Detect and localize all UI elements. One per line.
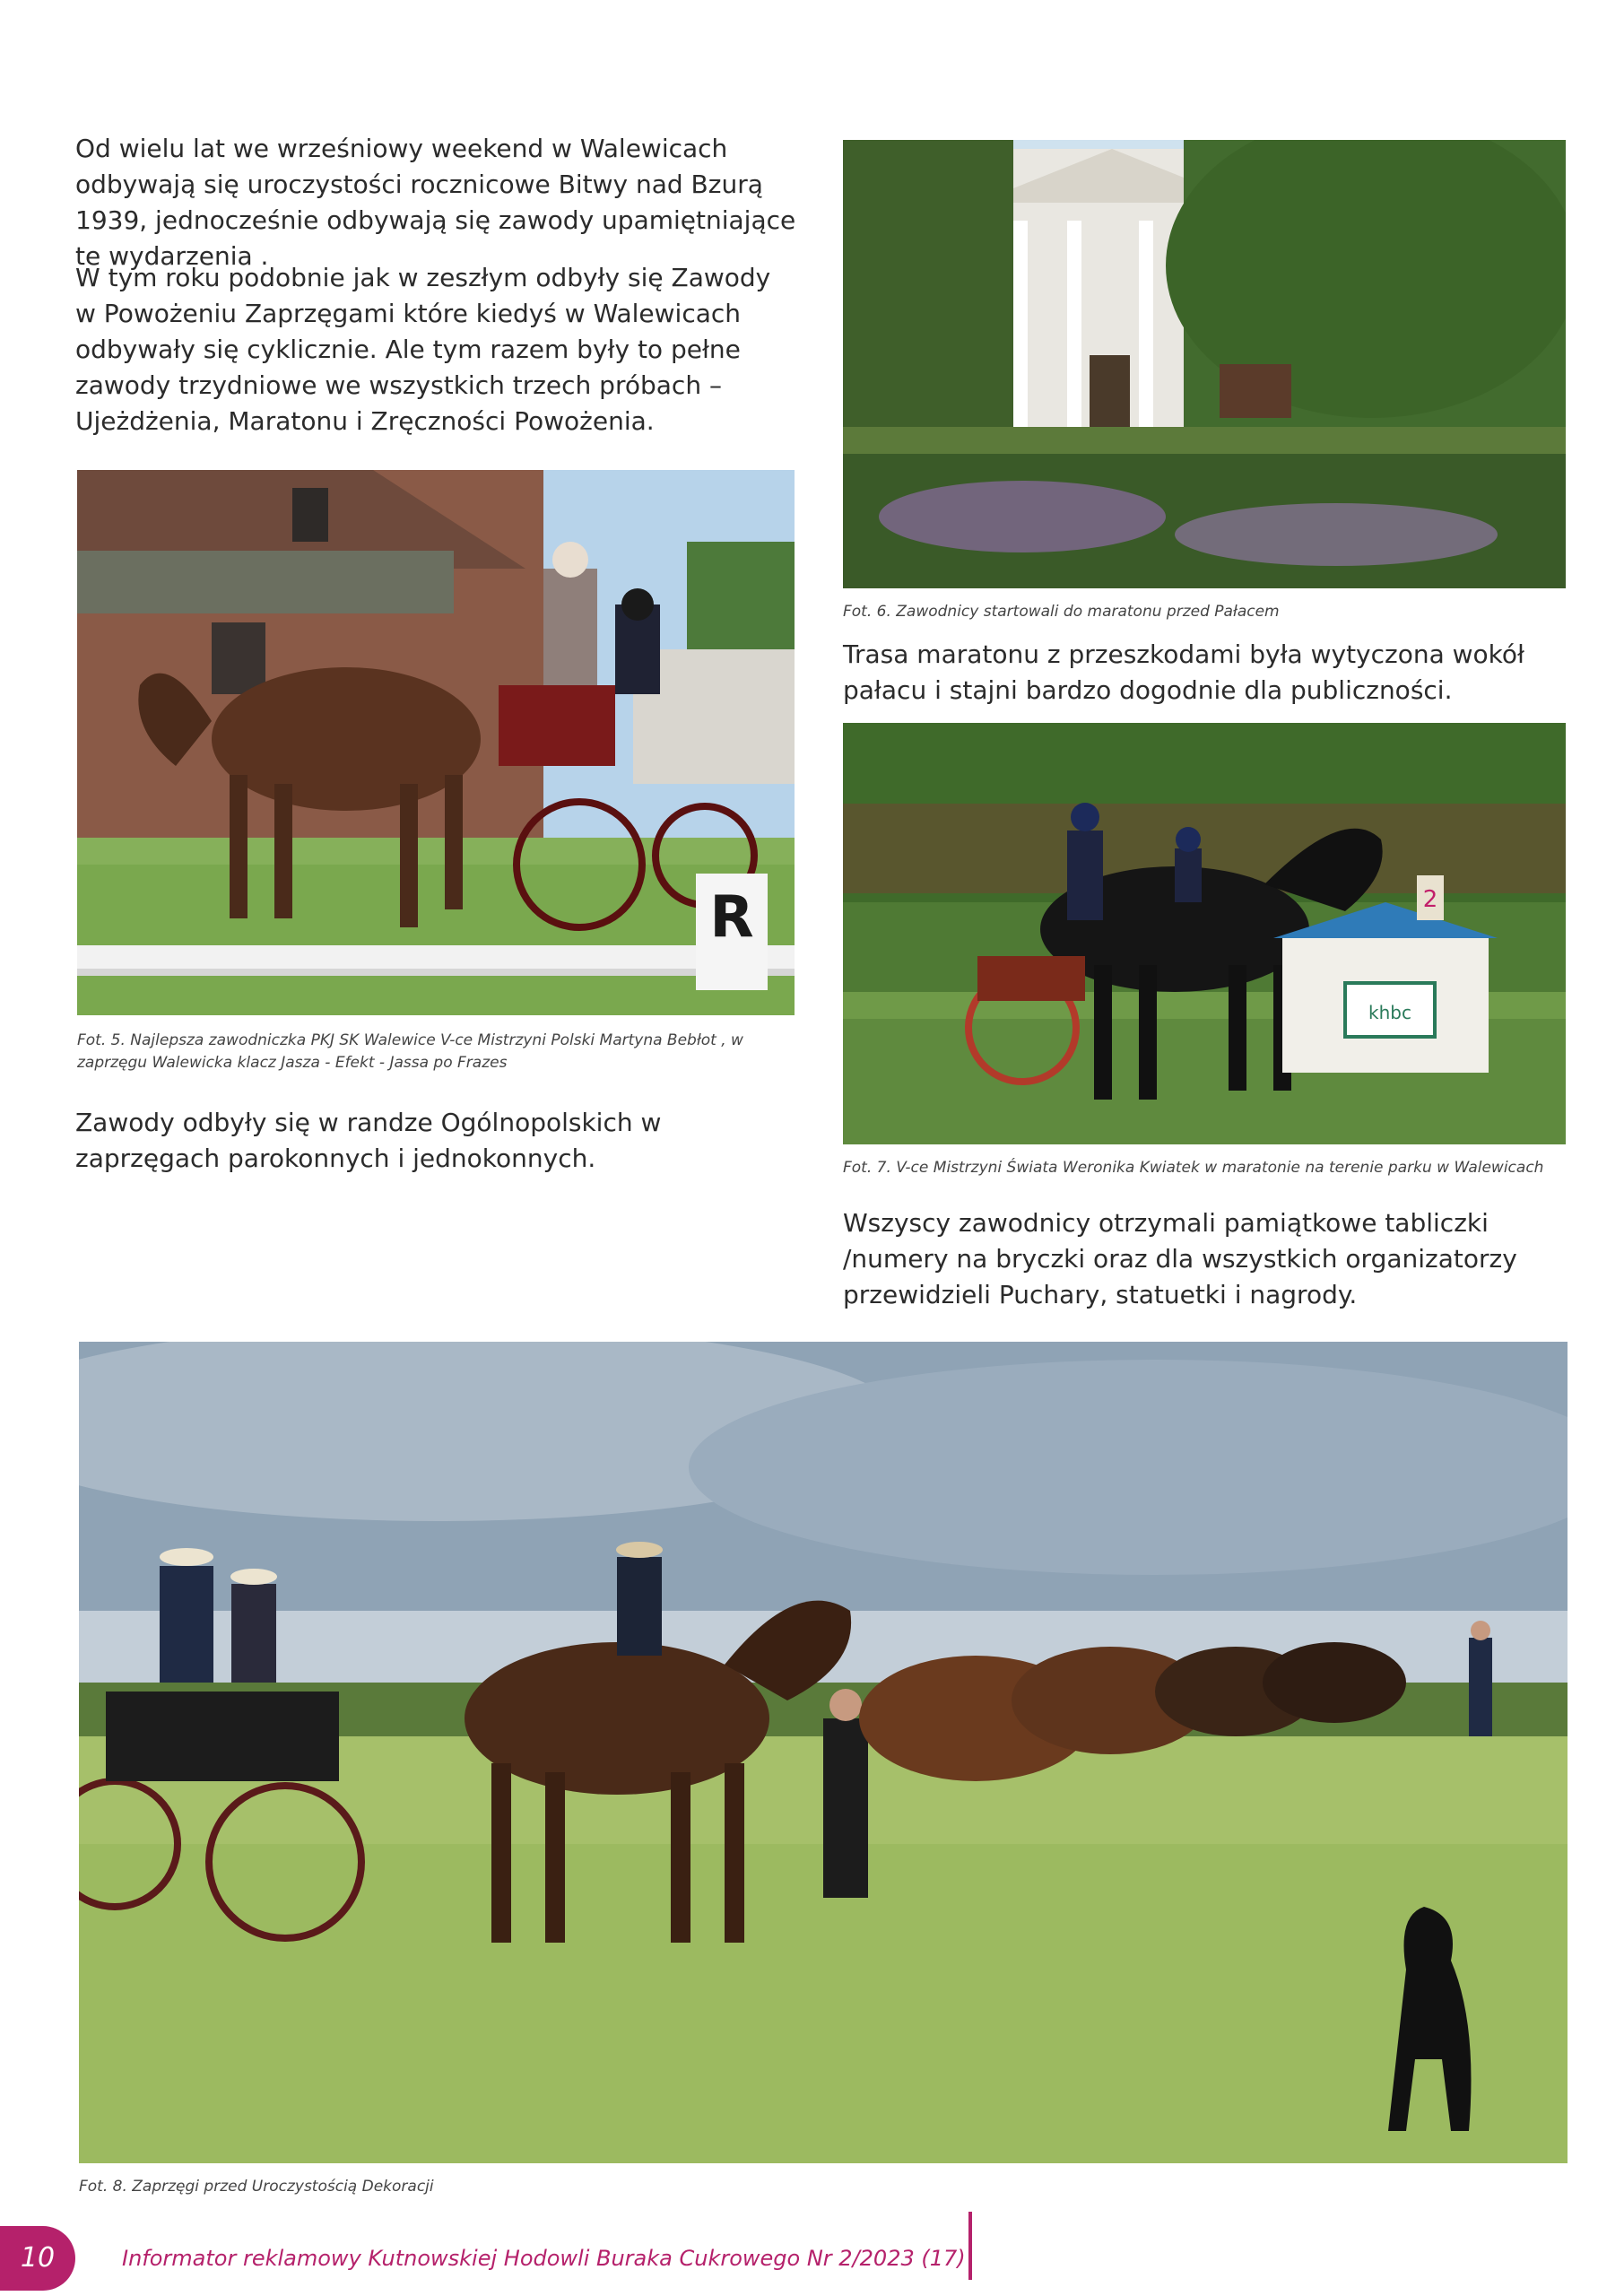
awards-paragraph: Wszyscy zawodnicy otrzymali pamiątkowe tabliczki /numery na bryczki oraz dla wszystkich organizatorzy przewidzieli Puchary, statuetki i nagrody. — [843, 1208, 1517, 1309]
obstacle-number-sign: 2 — [1422, 886, 1438, 913]
intro-paragraph-1: Od wielu lat we wrześniowy weekend w Walewicach odbywają się uroczystości rocznicowe Bitwy nad Bzurą 1939, jednocześnie odbywają się zawody upamiętniające te wydarzenia . — [75, 134, 796, 271]
obstacle-brand-sign: khbc — [1368, 1002, 1411, 1023]
photo-dressage-carriage — [77, 470, 795, 1015]
caption-fot6: Fot. 6. Zawodnicy startowali do maratonu przed Pałacem — [843, 603, 1280, 621]
photo-palace — [843, 140, 1566, 588]
intro-paragraph-2: W tym roku podobnie jak w zeszłym odbyły się Zawody w Powożeniu Zaprzęgami które kiedyś w Walewicach odbywały się cyklicznie. Ale tym razem były to pełne zawody trzydniowe we wszystkich trzech próbach – Ujeżdżenia, Maratonu i Zręczności Powożenia. — [75, 263, 771, 436]
ranks-paragraph: Zawody odbyły się w randze Ogólnopolskich w zaprzęgach parokonnych i jednokonnych. — [75, 1108, 662, 1173]
arena-letter-marker: R — [709, 884, 754, 951]
footer-divider — [968, 2212, 972, 2280]
photo-carriage-lineup — [79, 1342, 1568, 2163]
page-number: 10 — [0, 2226, 75, 2291]
caption-fot8: Fot. 8. Zaprzęgi przed Uroczystością Dekoracji — [79, 2178, 434, 2196]
photo-marathon-obstacle — [843, 723, 1566, 1144]
route-paragraph: Trasa maratonu z przeszkodami była wytyczona wokół pałacu i stajni bardzo dogodnie dla publiczności. — [843, 639, 1524, 705]
caption-fot5: Fot. 5. Najlepsza zawodniczka PKJ SK Walewice V-ce Mistrzyni Polski Martyna Bebłot , w zaprzęgu Walewicka klacz Jasza - Efekt - Jassa po Frazes — [77, 1031, 743, 1072]
publication-title: Informator reklamowy Kutnowskiej Hodowli Buraka Cukrowego Nr 2/2023 (17) — [122, 2246, 966, 2271]
caption-fot7: Fot. 7. V-ce Mistrzyni Świata Weronika Kwiatek w maratonie na terenie parku w Walewicach — [843, 1159, 1544, 1177]
